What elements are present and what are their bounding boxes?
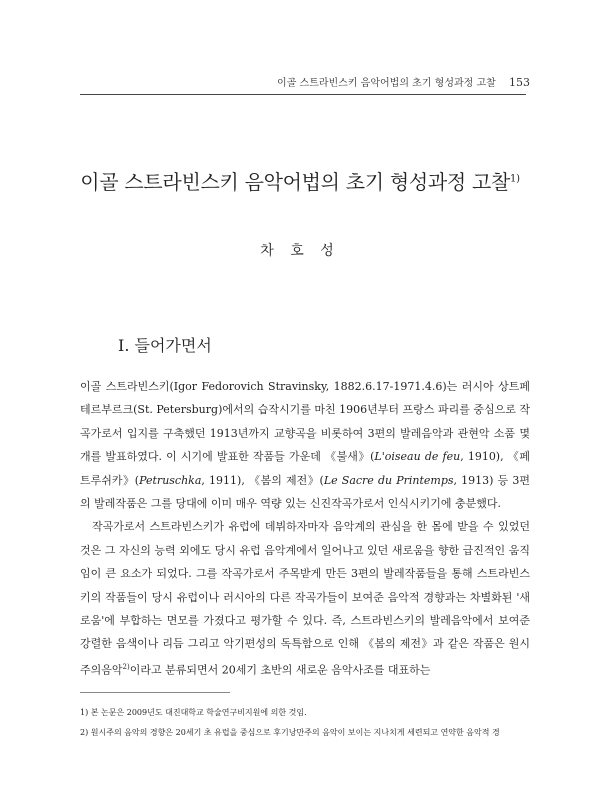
author: 차 호 성 [260, 243, 340, 259]
paragraph-1-text-d: , 1913) 등 3편의 발레작품은 그를 당대에 이미 매우 역량 있는 신진작곡가로서 인식시키기에 충분했다. [80, 473, 530, 511]
paragraph-1-text-b: , 1910), 《페트루쉬카》( [80, 450, 530, 487]
section-heading: I. 들어가면서 [118, 336, 212, 355]
running-head [80, 74, 530, 89]
article-title [80, 166, 520, 195]
footnote-rule [80, 692, 230, 693]
paragraph-2 [80, 515, 530, 682]
running-head-title: 이골 스트라빈스키 음악어법의 초기 형성과정 고찰 [277, 78, 496, 89]
paragraph-1-text-c: , 1911), 《봄의 제전》( [201, 473, 324, 487]
title-footnote-mark: 1) [510, 173, 520, 185]
paragraph-2-text-b: 이라고 분류되면서 20세기 초반의 새로운 음악사조를 대표하는 [129, 663, 431, 677]
footnote-1: 1) 본 논문은 2009년도 대진대학교 학술연구비지원에 의한 것임. [80, 708, 307, 717]
footnotes [80, 703, 530, 743]
footnote-mark-2: 2) [122, 662, 130, 671]
firebird-title: L'oiseau de feu [374, 450, 461, 464]
header-rule [80, 94, 526, 95]
body-text [80, 375, 530, 682]
page-number: 153 [509, 76, 530, 89]
article-title-text: 이골 스트라빈스키 음악어법의 초기 형성과정 고찰 [80, 170, 511, 194]
rite-of-spring-title: Le Sacre du Printemps [323, 473, 454, 487]
paragraph-1-text-a: 이골 스트라빈스키(Igor Fedorovich Stravinsky, 1882.6.17-1971.4.6)는 러시아 상트페테르부르크(St. Petersburg)에서의 습작시기를 마친 1906년부터 프랑스 파리를 중심으로 작곡가로서 입지를 구축했던 1913년까지 교향곡을 비롯하여 3편의 발레음악과 관현악 소품 몇 개를 발표하였다. 이 시기에 발표한 작품들 가운데 《불새》( [80, 380, 530, 464]
footnote-2: 2) 원시주의 음악의 경향은 20세기 초 유럽을 중심으로 후기낭만주의 음악이 보이는 지나치게 세련되고 연약한 음악적 경 [80, 728, 500, 737]
paragraph-1 [80, 375, 530, 515]
paragraph-2-text-a: 작곡가로서 스트라빈스키가 유럽에 데뷔하자마자 음악계의 관심을 한 몸에 받을 수 있었던 것은 그 자신의 능력 외에도 당시 유럽 음악계에서 일어나고 있던 새로움을 향한 급진적인 움직임이 큰 요소가 되었다. 그를 작곡가로서 주목받게 만든 3편의 발레작품들을 통해 스트라빈스키의 작품들이 당시 유럽이나 러시아의 다른 작곡가들이 보여준 음악적 경향과는 차별화된 '새로움'에 부합하는 면모를 가졌다고 평가할 수 있다. 즉, 스트라빈스키의 발레음악에서 보여준 강렬한 음색이나 리듬 그리고 악기편성의 독특함으로 인해 《봄의 제전》과 같은 작품은 원시주의음악 [80, 520, 530, 677]
petrushka-title: Petruschka [139, 473, 202, 487]
